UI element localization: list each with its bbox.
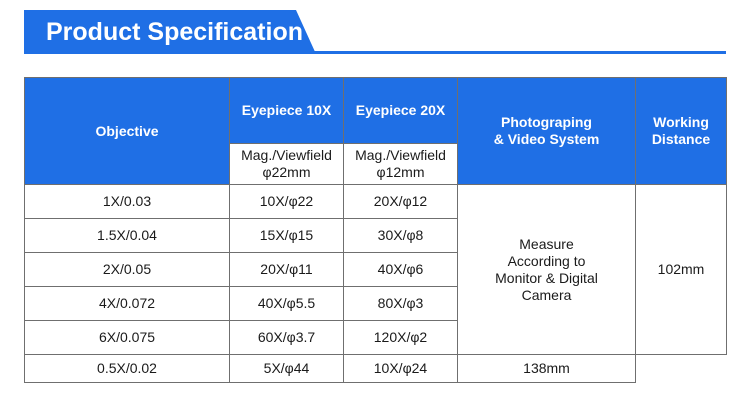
- objective-cell: 0.5X/0.02: [25, 355, 230, 383]
- working-distance-cell: 102mm: [636, 185, 727, 355]
- eyepiece-20x-cell: 20X/φ12: [344, 185, 458, 219]
- objective-cell: 2X/0.05: [25, 253, 230, 287]
- working-distance-header: Working Distance: [636, 78, 727, 185]
- working-distance-cell: 138mm: [458, 355, 636, 383]
- eyepiece-10x-cell: 15X/φ15: [230, 219, 344, 253]
- eyepiece-10x-cell: 5X/φ44: [230, 355, 344, 383]
- eyepiece-20x-subheader: Mag./Viewfield φ12mm: [344, 144, 458, 185]
- eyepiece-10x-header: Eyepiece 10X: [230, 78, 344, 144]
- page-title: Product Specification: [46, 18, 303, 46]
- objective-cell: 1.5X/0.04: [25, 219, 230, 253]
- eyepiece-10x-subheader: Mag./Viewfield φ22mm: [230, 144, 344, 185]
- objective-header: Objective: [25, 78, 230, 185]
- objective-cell: 1X/0.03: [25, 185, 230, 219]
- eyepiece-10x-cell: 60X/φ3.7: [230, 321, 344, 355]
- table-row: [25, 185, 727, 219]
- table-row: [25, 355, 727, 383]
- specification-table: [24, 77, 727, 383]
- eyepiece-20x-cell: 40X/φ6: [344, 253, 458, 287]
- eyepiece-10x-cell: 20X/φ11: [230, 253, 344, 287]
- eyepiece-20x-header: Eyepiece 20X: [344, 78, 458, 144]
- eyepiece-20x-cell: 80X/φ3: [344, 287, 458, 321]
- eyepiece-20x-cell: 10X/φ24: [344, 355, 458, 383]
- eyepiece-10x-cell: 40X/φ5.5: [230, 287, 344, 321]
- eyepiece-10x-cell: 10X/φ22: [230, 185, 344, 219]
- photo-video-cell: Measure According to Monitor & Digital Camera: [458, 185, 636, 355]
- photo-video-header: Photograping & Video System: [458, 78, 636, 185]
- header-row: [25, 78, 727, 144]
- objective-cell: 4X/0.072: [25, 287, 230, 321]
- eyepiece-20x-cell: 120X/φ2: [344, 321, 458, 355]
- objective-cell: 6X/0.075: [25, 321, 230, 355]
- eyepiece-20x-cell: 30X/φ8: [344, 219, 458, 253]
- title-underline: [24, 51, 726, 54]
